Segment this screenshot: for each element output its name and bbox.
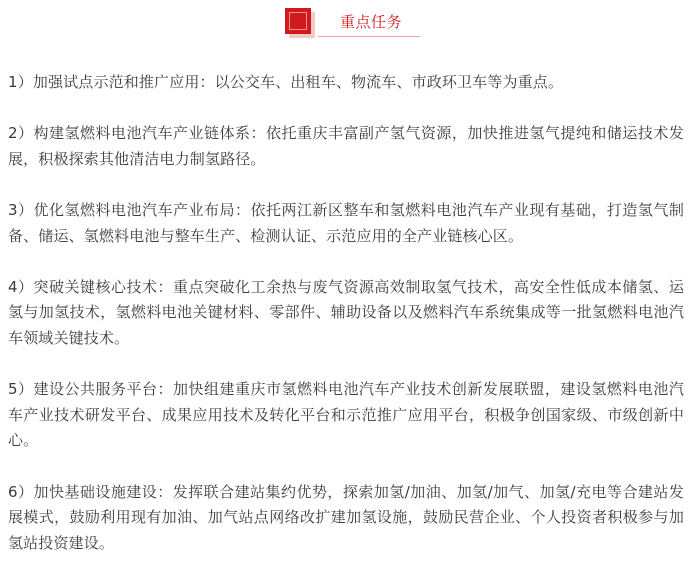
- task-item-6: 6）加快基础设施建设：发挥联合建站集约优势，探索加氢/加油、加氢/加气、加氢/充电等合建站发展模式，鼓励利用现有加油、加气站点网络改扩建加氢设施，鼓励民营企业、个人投资者积极参与加氢站投资建设。: [8, 482, 684, 552]
- section-title: 重点任务: [339, 13, 402, 31]
- task-item-5: 5）建设公共服务平台：加快组建重庆市氢燃料电池汽车产业技术创新发展联盟，建设氢燃料电池汽车产业技术研发平台、成果应用技术及转化平台和示范推广应用平台，积极争创国家级、市级创新中心。: [8, 380, 684, 450]
- red-square-icon: [285, 8, 311, 34]
- task-list: [8, 70, 684, 582]
- task-item-4: 4）突破关键核心技术：重点突破化工余热与废气资源高效制取氢气技术，高安全性低成本储氢、运氢与加氢技术，氢燃料电池关键材料、零部件、辅助设备以及燃料汽车系统集成等一批氢燃料电池汽车领域关键技术。: [8, 277, 684, 347]
- section-header: [0, 0, 689, 40]
- task-item-3: 3）优化氢燃料电池汽车产业布局：依托两江新区整车和氢燃料电池汽车产业现有基础，打造氢气制备、储运、氢燃料电池与整车生产、检测认证、示范应用的全产业链核心区。: [8, 200, 684, 245]
- task-item-2: 2）构建氢燃料电池汽车产业链体系：依托重庆丰富副产氢气资源，加快推进氢气提纯和储运技术发展，积极探索其他清洁电力制氢路径。: [8, 124, 684, 168]
- task-item-1: 1）加强试点示范和推广应用：以公交车、出租车、物流车、市政环卫车等为重点。: [8, 73, 564, 91]
- title-underline: [318, 36, 420, 37]
